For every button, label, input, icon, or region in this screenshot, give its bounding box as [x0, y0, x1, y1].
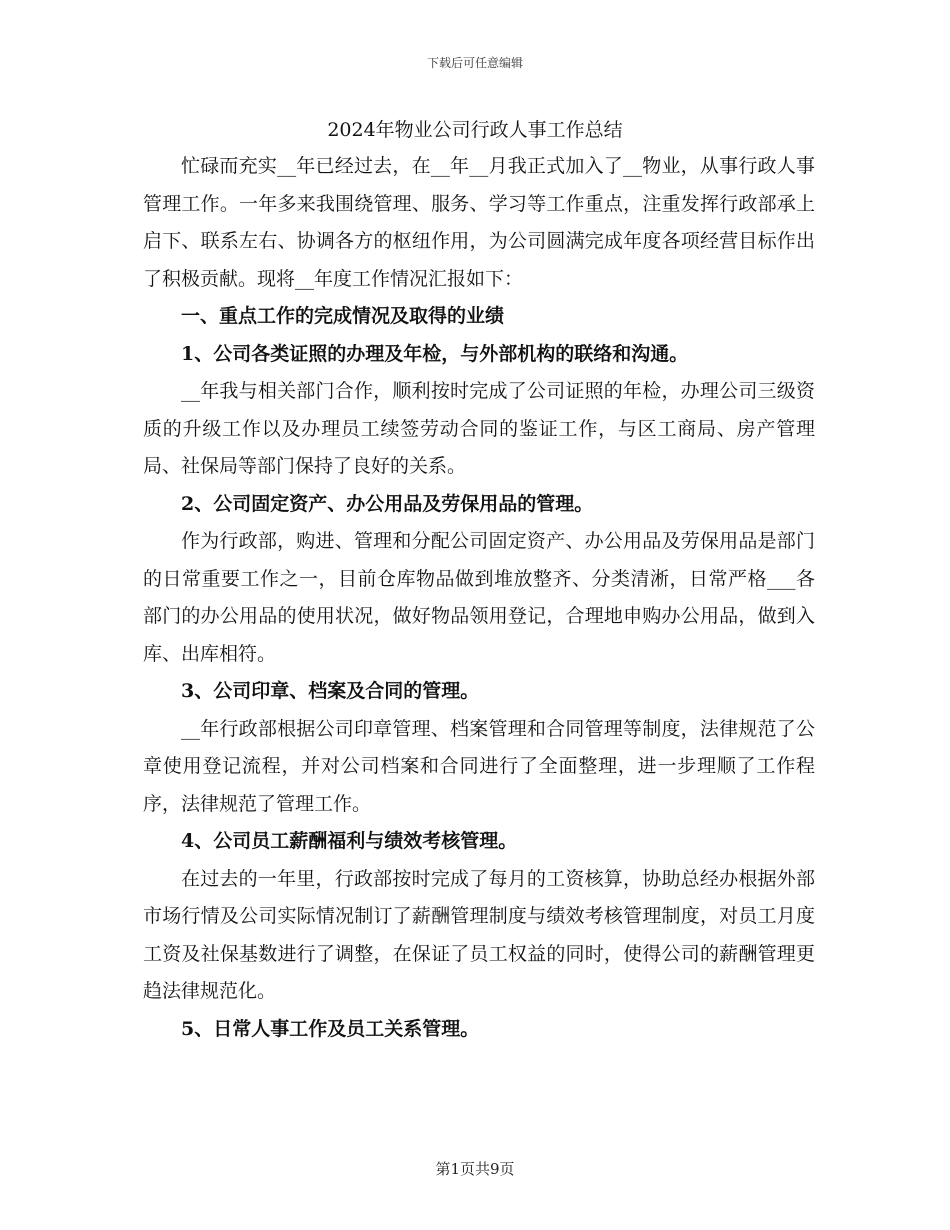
header-note: 下载后可任意编辑: [426, 56, 523, 70]
section-heading: 一、重点工作的完成情况及取得的业绩: [181, 305, 505, 327]
item-paragraph-1: __年我与相关部门合作，顺利按时完成了公司证照的年检，办理公司三级资质的升级工作以及办理员工续签劳动合同的鉴证工作，与区工商局、房产管理局、社保局等部门保持了良好的关系。: [143, 380, 815, 477]
item-paragraph-2: 作为行政部，购进、管理和分配公司固定资产、办公用品及劳保用品是部门的日常重要工作之一，目前仓库物品做到堆放整齐、分类清淅，日常严格___各部门的办公用品的使用状况，做好物品领用登记，合理地申购办公用品，做到入库、出库相符。: [143, 530, 815, 665]
item-paragraph-4: 在过去的一年里，行政部按时完成了每月的工资核算，协助总经办根据外部市场行情及公司实际情况制订了薪酬管理制度与绩效考核管理制度，对员工月度工资及社保基数进行了调整，在保证了员工权益的同时，使得公司的薪酬管理更趋法律规范化。: [143, 867, 815, 1002]
page-footer: 第1页共9页: [435, 1160, 515, 1178]
document-body: [143, 148, 815, 1048]
item-heading-2: 2、公司固定资产、办公用品及劳保用品的管理。: [181, 492, 594, 515]
item-heading-4: 4、公司员工薪酬福利与绩效考核管理。: [181, 830, 518, 852]
intro-paragraph: 忙碌而充实__年已经过去，在__年__月我正式加入了__物业，从事行政人事管理工作。一年多来我围绕管理、服务、学习等工作重点，注重发挥行政部承上启下、联系左右、协调各方的枢纽作用，为公司圆满完成年度各项经营目标作出了积极贡献。现将__年度工作情况汇报如下：: [143, 155, 815, 290]
item-paragraph-3: __年行政部根据公司印章管理、档案管理和合同管理等制度，法律规范了公章使用登记流程，并对公司档案和合同进行了全面整理，进一步理顺了工作程序，法律规范了管理工作。: [143, 717, 815, 815]
document-title: 2024年物业公司行政人事工作总结: [327, 119, 623, 141]
item-heading-5: 5、日常人事工作及员工关系管理。: [181, 1017, 480, 1040]
item-heading-3: 3、公司印章、档案及合同的管理。: [181, 680, 480, 702]
item-heading-1: 1、公司各类证照的办理及年检，与外部机构的联络和沟通。: [181, 342, 689, 365]
